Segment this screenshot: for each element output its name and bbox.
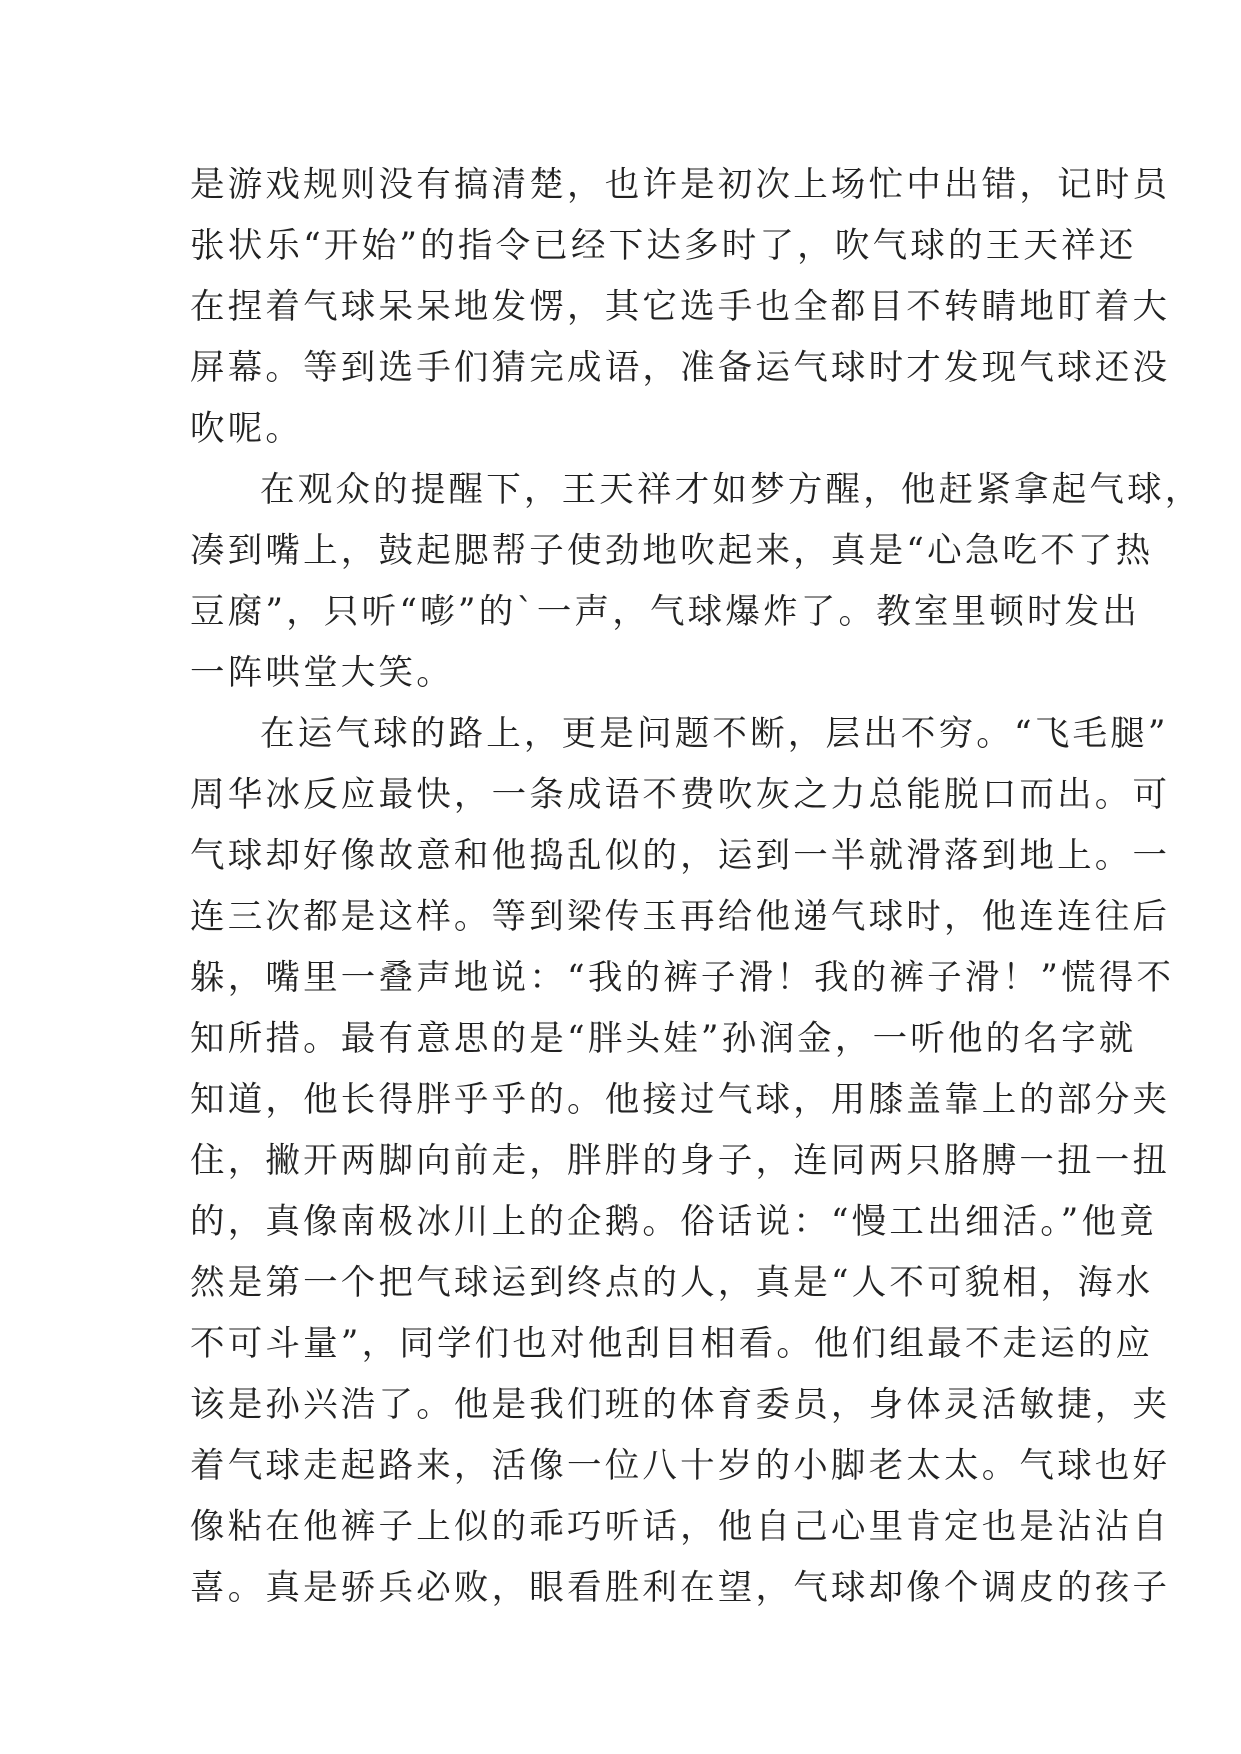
text-line: 在捏着气球呆呆地发愣，其它选手也全都目不转睛地盯着大 (190, 287, 1171, 327)
text-line: 着气球走起路来，活像一位八十岁的小脚老太太。气球也好 (190, 1446, 1171, 1486)
paragraph-first-line: 在运气球的路上，更是问题不断，层出不穷。“飞毛腿” (260, 714, 1169, 754)
text-line: 知道，他长得胖乎乎的。他接过气球，用膝盖靠上的部分夹 (190, 1080, 1171, 1120)
text-line: 该是孙兴浩了。他是我们班的体育委员，身体灵活敏捷，夹 (190, 1385, 1171, 1425)
text-line: 气球却好像故意和他捣乱似的，运到一半就滑落到地上。一 (190, 836, 1171, 876)
text-line: 躲，嘴里一叠声地说：“我的裤子滑！我的裤子滑！”慌得不 (190, 958, 1175, 998)
text-line: 住，撇开两脚向前走，胖胖的身子，连同两只胳膊一扭一扭 (190, 1141, 1171, 1181)
text-line: 像粘在他裤子上似的乖巧听话，他自己心里肯定也是沾沾自 (190, 1507, 1171, 1547)
text-line: 的，真像南极冰川上的企鹅。俗话说：“慢工出细活。”他竟 (190, 1202, 1157, 1242)
text-line: 豆腐”，只听“嘭”的`一声，气球爆炸了。教室里顿时发出 (190, 592, 1141, 632)
article-body (190, 155, 1203, 1619)
text-line: 喜。真是骄兵必败，眼看胜利在望，气球却像个调皮的孩子 (190, 1568, 1171, 1608)
text-line: 凑到嘴上，鼓起腮帮子使劲地吹起来，真是“心急吃不了热 (190, 531, 1154, 571)
paragraph-first-line: 在观众的提醒下，王天祥才如梦方醒，他赶紧拿起气球， (260, 470, 1203, 510)
text-line: 屏幕。等到选手们猜完成语，准备运气球时才发现气球还没 (190, 348, 1171, 388)
text-line: 然是第一个把气球运到终点的人，真是“人不可貌相，海水 (190, 1263, 1154, 1303)
text-line: 知所措。最有意思的是“胖头娃”孙润金，一听他的名字就 (190, 1019, 1137, 1059)
text-line: 一阵哄堂大笑。 (190, 653, 454, 693)
text-line: 不可斗量”，同学们也对他刮目相看。他们组最不走运的应 (190, 1324, 1154, 1364)
text-line: 连三次都是这样。等到梁传玉再给他递气球时，他连连往后 (190, 897, 1171, 937)
text-line: 吹呢。 (190, 409, 304, 449)
text-line: 张状乐“开始”的指令已经下达多时了，吹气球的王天祥还 (190, 226, 1137, 266)
text-line: 是游戏规则没有搞清楚，也许是初次上场忙中出错，记时员 (190, 165, 1171, 205)
text-line: 周华冰反应最快，一条成语不费吹灰之力总能脱口而出。可 (190, 775, 1171, 815)
